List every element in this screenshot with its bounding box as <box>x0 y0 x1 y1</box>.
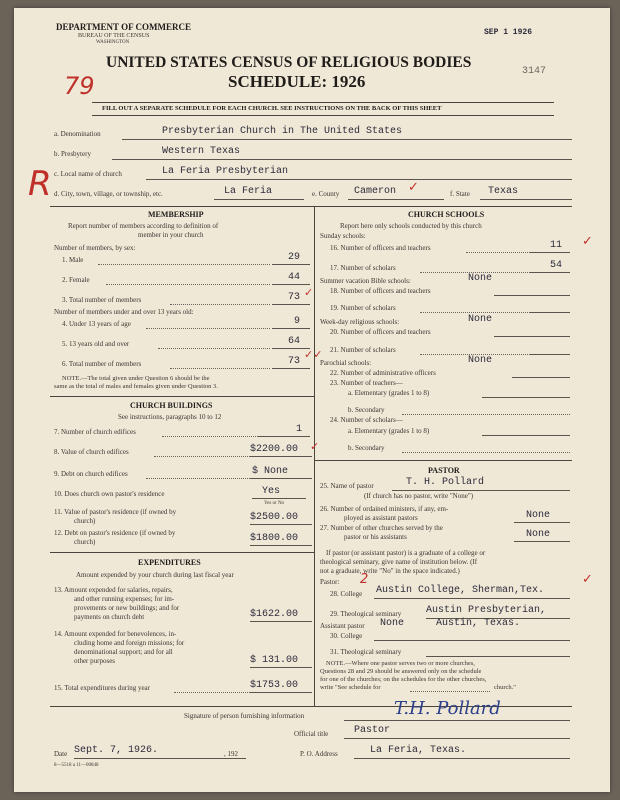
q12-line <box>250 545 312 546</box>
pastor-note-5: church." <box>494 684 516 691</box>
department-name: DEPARTMENT OF COMMERCE <box>56 22 192 32</box>
handwritten-two: 2 <box>360 572 369 587</box>
census-schedule-sheet <box>14 8 610 792</box>
q16-leader <box>466 252 530 253</box>
q2-value: 44 <box>288 272 301 283</box>
q23a-line <box>482 397 570 398</box>
local-name-value: La Feria Presbyterian <box>162 166 289 177</box>
q27-label-1: 27. Number of other churches served by the <box>320 524 443 532</box>
q26-line <box>514 522 570 523</box>
q27-label-2: pastor or his assistants <box>344 533 407 541</box>
county-check-mark: ✓ <box>408 180 419 195</box>
signature-value: T.H. Pollard <box>394 698 501 719</box>
schools-bottom-rule <box>314 460 572 461</box>
q22-label: 22. Number of administrative officers <box>330 369 436 377</box>
city-label: d. City, town, village, or township, etc. <box>54 190 163 198</box>
q1-value: 29 <box>288 252 301 263</box>
membership-intro-2: member in your church <box>138 231 204 239</box>
city-line <box>214 199 304 200</box>
q7-leader <box>162 436 258 437</box>
denomination-line <box>122 139 572 140</box>
q24a-label: a. Elementary (grades 1 to 8) <box>348 427 430 435</box>
q28-label: 28. College <box>330 590 363 598</box>
pastor-subheading: Pastor: <box>320 578 340 586</box>
form-subtitle: SCHEDULE: 1926 <box>228 72 366 91</box>
q23b-label: b. Secondary <box>348 406 385 414</box>
q19-line <box>530 312 570 313</box>
q13-line <box>250 621 312 622</box>
header-bottom-rule <box>92 115 554 116</box>
q20-line <box>494 336 570 337</box>
date-line <box>74 758 246 759</box>
q13-label-2: and other running expenses; for im- <box>74 595 175 603</box>
q6-value: 73 <box>288 356 301 367</box>
q21-label: 21. Number of scholars <box>330 346 396 354</box>
handwritten-r-mark: R <box>28 164 52 204</box>
graduate-note-2: theological seminary, give name of institution below. (If <box>320 558 478 566</box>
presbytery-value: Western Texas <box>162 146 241 157</box>
q19-leader <box>420 312 530 313</box>
q30-label: 30. College <box>330 632 363 640</box>
official-title-line <box>344 738 570 739</box>
q6-line <box>272 368 310 369</box>
pastor-note-4: write "See schedule for <box>320 684 381 691</box>
q1-leader <box>98 264 270 265</box>
date-label: Date <box>54 750 68 758</box>
presbytery-line <box>112 159 572 160</box>
q22-line <box>512 377 570 378</box>
q29-value-1: Austin Presbyterian, <box>426 605 547 616</box>
pastor-heading: PASTOR <box>428 466 460 475</box>
q24a-line <box>482 435 570 436</box>
sunday-schools-label: Sunday schools: <box>320 232 366 240</box>
q24b-label: b. Secondary <box>348 444 385 452</box>
q17-label: 17. Number of scholars <box>330 264 396 272</box>
q15-value: $1753.00 <box>250 680 299 691</box>
q4-line <box>272 328 310 329</box>
q11-value: $2500.00 <box>250 512 299 523</box>
q17-line <box>530 272 570 273</box>
q1-line <box>272 264 310 265</box>
membership-note-1: NOTE.—The total given under Question 6 should be the <box>62 375 210 382</box>
parochial-schools-value: None <box>468 355 493 366</box>
weekday-schools-value: None <box>468 314 493 325</box>
denomination-label: a. Denomination <box>54 130 101 138</box>
buildings-intro: See instructions, paragraphs 10 to 12 <box>118 413 222 421</box>
q16-value: 11 <box>550 240 563 251</box>
q3-label: 3. Total number of members <box>62 296 142 304</box>
yes-no-hint: Yes or No <box>264 501 285 506</box>
q7-label: 7. Number of church edifices <box>54 428 136 436</box>
q3-leader <box>170 304 270 305</box>
pastor-check-mark: ✓ <box>582 572 593 587</box>
expenditures-intro: Amount expended by your church during last fiscal year <box>76 571 234 579</box>
q13-label-1: 13. Amount expended for salaries, repairs, <box>54 586 173 594</box>
q4-leader <box>146 328 270 329</box>
q23-label: 23. Number of teachers— <box>330 379 403 387</box>
assistant-pastor-label: Assistant pastor <box>320 622 365 630</box>
schools-heading: CHURCH SCHOOLS <box>408 210 485 219</box>
q8-value: $2200.00 <box>250 444 299 455</box>
local-name-line <box>146 179 572 180</box>
q29-value-2: Austin, Texas. <box>436 618 521 629</box>
official-title-label: Official title <box>294 730 329 738</box>
q20-label: 20. Number of officers and teachers <box>330 328 431 336</box>
q1-label: 1. Male <box>62 256 84 264</box>
q11-label-2: church) <box>74 517 96 525</box>
q18-label: 18. Number of officers and teachers <box>330 287 431 295</box>
membership-intro-1: Report number of members according to definition of <box>68 222 219 230</box>
weekday-schools-label: Week-day religious schools: <box>320 318 400 326</box>
q9-leader <box>146 478 250 479</box>
form-number: 8—5518 a 11—00848 <box>54 763 99 768</box>
membership-bottom-rule <box>50 396 314 397</box>
q12-label-1: 12. Debt on pastor's residence (if owned by <box>54 529 176 537</box>
form-title: UNITED STATES CENSUS OF RELIGIOUS BODIES <box>106 54 472 71</box>
q26-label-2: ployed as assistant pastors <box>344 514 418 522</box>
section-top-rule <box>50 206 572 207</box>
q13-label-4: payments on church debt <box>74 613 145 621</box>
q8-leader <box>154 456 250 457</box>
expenditures-heading: EXPENDITURES <box>138 558 201 567</box>
q16-line <box>530 252 570 253</box>
pastor-note-blank <box>410 691 490 692</box>
q29-label: 29. Theological seminary <box>330 610 402 618</box>
official-title-value: Pastor <box>354 725 391 736</box>
q14-line <box>250 667 312 668</box>
q25-value: T. H. Pollard <box>406 477 485 488</box>
q12-label-2: church) <box>74 538 96 546</box>
members-by-sex-label: Number of members, by sex: <box>54 244 136 252</box>
county-label: e. County <box>312 190 340 198</box>
q26-value: None <box>526 510 551 521</box>
q5-label: 5. 13 years old and over <box>62 340 130 348</box>
city-value: La Feria <box>224 186 273 197</box>
po-address-value: La Feria, Texas. <box>370 745 467 756</box>
q28-value: Austin College, Sherman,Tex. <box>376 585 545 596</box>
q6-check-mark: ✓✓ <box>304 348 323 361</box>
q10-line <box>252 498 306 499</box>
q14-label-4: other purposes <box>74 657 116 665</box>
q13-label-3: provements or new buildings; and for <box>74 604 180 612</box>
q31-line <box>426 656 570 657</box>
q30-line <box>374 640 570 641</box>
pastor-note-2: Questions 28 and 29 should be answered only on the schedule <box>320 668 482 675</box>
q31-label: 31. Theological seminary <box>330 648 402 656</box>
q23b-line <box>402 414 570 415</box>
q10-label: 10. Does church own pastor's residence <box>54 490 165 498</box>
q25-line <box>392 490 570 491</box>
q18-line <box>494 295 570 296</box>
graduate-note-3: not a graduate, write "No" in the space indicated.) <box>320 567 460 575</box>
bureau-name: BUREAU OF THE CENSUS <box>78 33 150 39</box>
q21-line <box>530 354 570 355</box>
signature-line <box>344 720 570 721</box>
q13-value: $1622.00 <box>250 609 299 620</box>
q10-value: Yes <box>262 486 281 497</box>
denomination-value: Presbyterian Church in The United States <box>162 126 403 137</box>
signature-label: Signature of person furnishing information <box>184 712 305 720</box>
assistant-pastor-value: None <box>380 618 405 629</box>
local-name-label: c. Local name of church <box>54 170 122 178</box>
q8-line <box>250 456 312 457</box>
summer-schools-label: Summer vacation Bible schools: <box>320 277 411 285</box>
q9-value: $ None <box>252 466 289 477</box>
q7-value: 1 <box>296 424 303 435</box>
q3-check-mark: ✓ <box>304 286 314 299</box>
q2-line <box>272 284 310 285</box>
q5-leader <box>158 348 270 349</box>
graduate-note-1: If pastor (or assistant pastor) is a graduate of a college or <box>326 549 486 557</box>
q14-value: $ 131.00 <box>250 655 299 666</box>
q17-value: 54 <box>550 260 563 271</box>
pastor-note-3: for one of the churches; on the schedules for the other churches, <box>320 676 487 683</box>
bureau-city: WASHINGTON <box>96 40 130 45</box>
buildings-heading: CHURCH BUILDINGS <box>130 401 213 410</box>
q27-value: None <box>526 529 551 540</box>
year-suffix: , 192 <box>224 750 238 758</box>
q16-check-mark: ✓ <box>582 234 593 249</box>
membership-heading: MEMBERSHIP <box>148 210 204 219</box>
q8-label: 8. Value of church edifices <box>54 448 129 456</box>
file-number-stamp: 3147 <box>522 66 547 77</box>
po-address-line <box>354 758 570 759</box>
q3-line <box>272 304 310 305</box>
q14-label-3: denominational support; and for all <box>74 648 173 656</box>
state-label: f. State <box>450 190 470 198</box>
membership-note-2: same as the total of males and females given under Question 3. <box>54 383 218 390</box>
q27-line <box>514 541 570 542</box>
state-line <box>480 199 572 200</box>
q4-label: 4. Under 13 years of age <box>62 320 131 328</box>
q3-value: 73 <box>288 292 301 303</box>
schools-intro: Report here only schools conducted by this church <box>340 222 482 230</box>
date-value: Sept. 7, 1926. <box>74 745 159 756</box>
q8-check-mark: ✓ <box>310 440 320 453</box>
presbytery-label: b. Presbytery <box>54 150 91 158</box>
q9-line <box>250 478 312 479</box>
q16-label: 16. Number of officers and teachers <box>330 244 431 252</box>
po-address-label: P. O. Address <box>300 750 338 758</box>
county-value: Cameron <box>354 186 397 197</box>
county-line <box>348 199 444 200</box>
parochial-schools-label: Parochial schools: <box>320 359 372 367</box>
q25-note: (If church has no pastor, write "None") <box>364 492 474 500</box>
summer-schools-value: None <box>468 273 493 284</box>
under-over-label: Number of members under and over 13 years old: <box>54 308 194 316</box>
q6-leader <box>170 368 270 369</box>
q24b-line <box>402 452 570 453</box>
q26-label-1: 26. Number of ordained ministers, if any, em- <box>320 505 449 513</box>
received-date-stamp: SEP 1 1926 <box>484 28 533 37</box>
q15-line <box>250 692 312 693</box>
q14-label-2: cluding home and foreign missions; for <box>74 639 185 647</box>
q24-label: 24. Number of scholars— <box>330 416 403 424</box>
handwritten-number: 79 <box>64 72 95 100</box>
buildings-bottom-rule <box>50 552 314 553</box>
q14-label-1: 14. Amount expended for benevolences, in- <box>54 630 177 638</box>
q23a-label: a. Elementary (grades 1 to 8) <box>348 389 430 397</box>
instruction-line: FILL OUT A SEPARATE SCHEDULE FOR EACH CHURCH. SEE INSTRUCTIONS ON THE BACK OF THIS SHEET <box>102 105 442 112</box>
q2-leader <box>106 284 270 285</box>
q25-label: 25. Name of pastor <box>320 482 374 490</box>
q9-label: 9. Debt on church edifices <box>54 470 128 478</box>
q12-value: $1800.00 <box>250 533 299 544</box>
q15-label: 15. Total expenditures during year <box>54 684 150 692</box>
q11-line <box>250 524 312 525</box>
q6-label: 6. Total number of members <box>62 360 142 368</box>
q28-line <box>374 598 570 599</box>
q15-leader <box>174 692 250 693</box>
q7-line <box>258 436 310 437</box>
q4-value: 9 <box>294 316 301 327</box>
q2-label: 2. Female <box>62 276 90 284</box>
state-value: Texas <box>488 186 519 197</box>
header-top-rule <box>92 102 554 103</box>
pastor-note-1: NOTE.—Where one pastor serves two or more churches, <box>326 660 475 667</box>
center-divider <box>314 206 315 706</box>
q11-label-1: 11. Value of pastor's residence (if owned by <box>54 508 177 516</box>
q19-label: 19. Number of scholars <box>330 304 396 312</box>
q5-value: 64 <box>288 336 301 347</box>
